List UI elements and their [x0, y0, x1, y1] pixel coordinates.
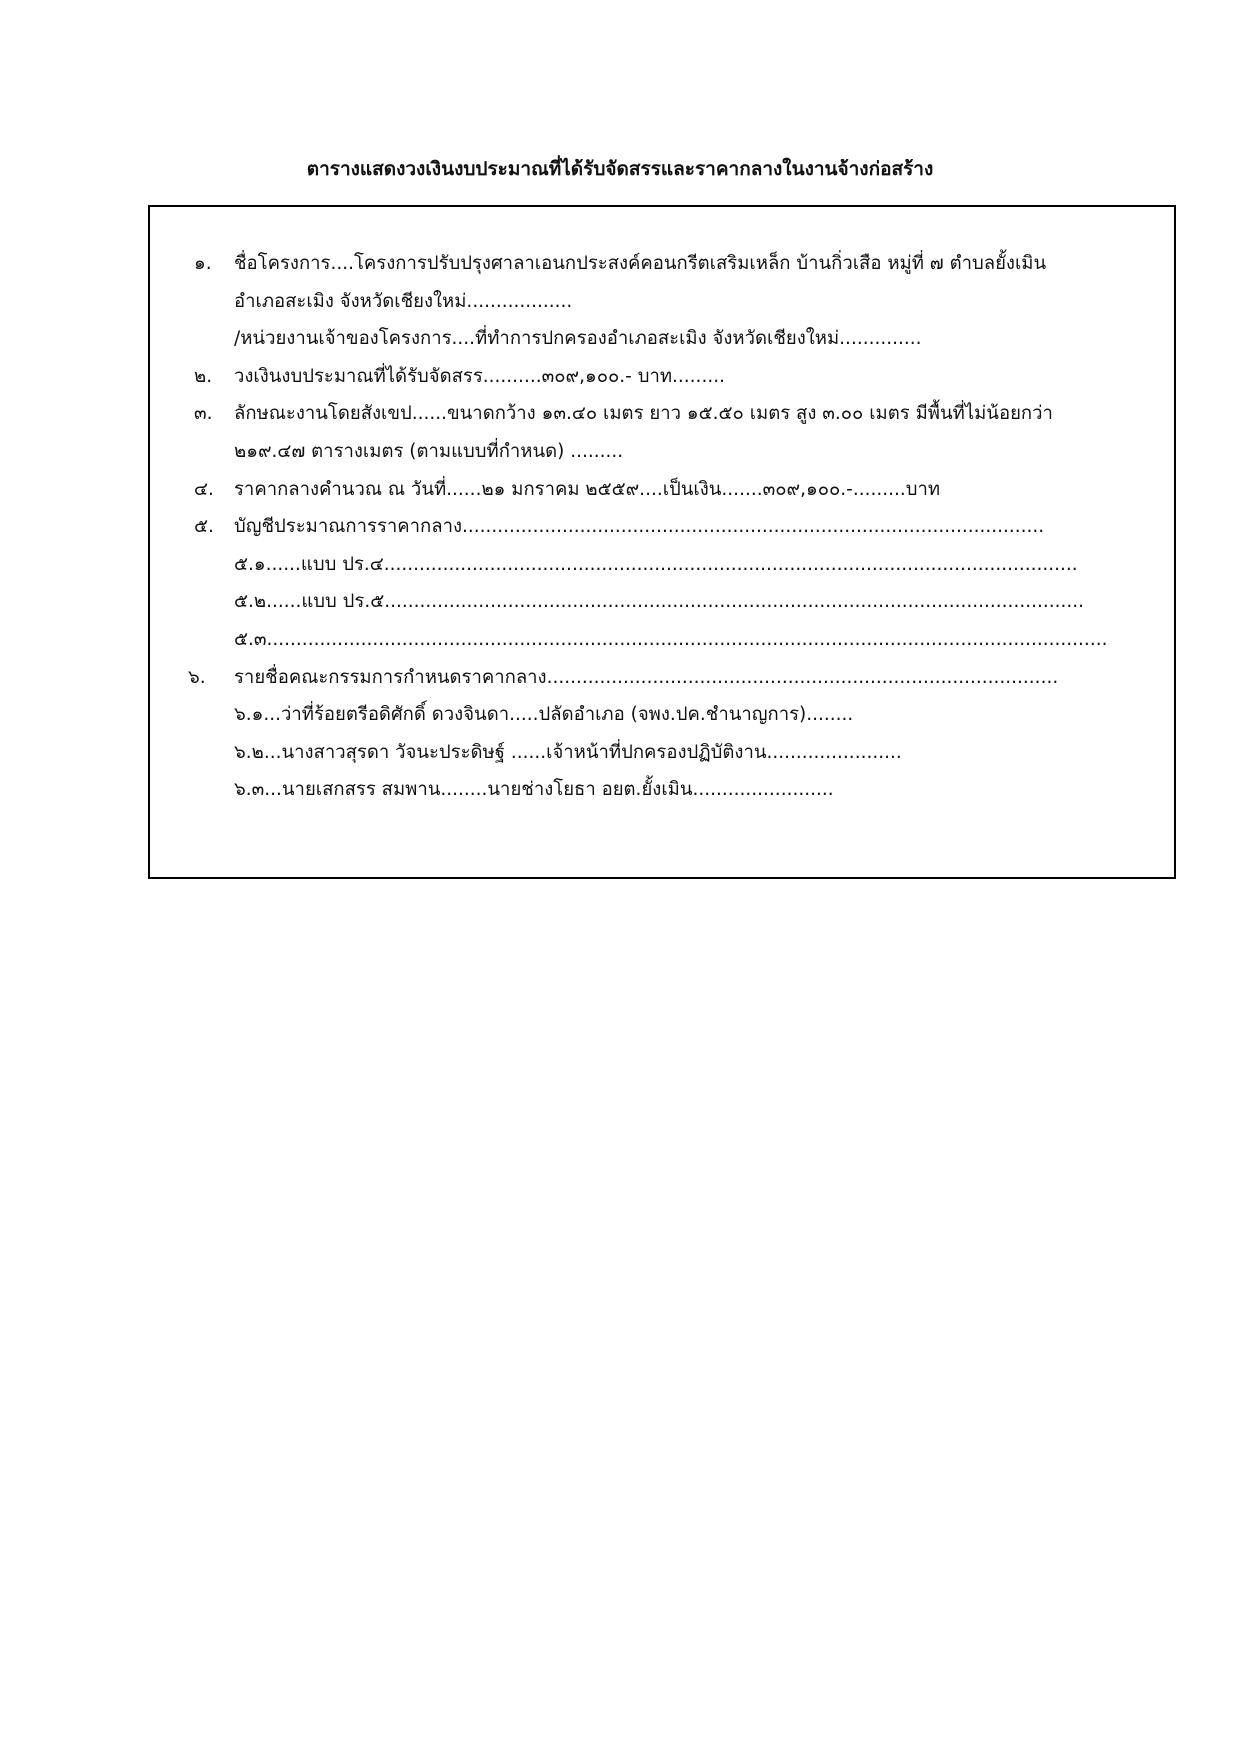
- sub-item: [0, 621, 1240, 659]
- list-item: [0, 395, 1240, 433]
- item-text: รายชื่อคณะกรรมการกำหนดราคากลาง.......................................................................................: [234, 666, 1059, 688]
- item-text: ๖.๑...ว่าที่ร้อยตรีอดิศักดิ์ ดวงจินดา.....ปลัดอำเภอ (จพง.ปค.ชำนาญการ)........: [234, 704, 854, 726]
- document-title: ตารางแสดงวงเงินงบประมาณที่ได้รับจัดสรรและราคากลางในงานจ้างก่อสร้าง: [306, 158, 934, 180]
- item-text: บัญชีประมาณการราคากลาง...................................................................................................: [234, 516, 1045, 538]
- item-number: ๑.: [194, 253, 212, 274]
- list-item: [0, 471, 1240, 509]
- sub-item: [0, 696, 1240, 734]
- item-text: ๖.๒...นางสาวสุรดา วัจนะประดิษฐ์ ......เจ้าหน้าที่ปกครองปฏิบัติงาน.......................: [234, 741, 902, 763]
- item-text: วงเงินงบประมาณที่ได้รับจัดสรร..........๓๐๙,๑๐๐.- บาท.........: [234, 365, 725, 387]
- sub-item: [0, 583, 1240, 621]
- item-text: ๕.๒......แบบ ปร.๕.......................................................................................................................: [234, 591, 1085, 613]
- sub-item: [0, 546, 1240, 584]
- item-text: ลักษณะงานโดยสังเขป......ขนาดกว้าง ๑๓.๔๐ เมตร ยาว ๑๕.๕๐ เมตร สูง ๓.๐๐ เมตร มีพื้นที่ไม่น้อยกว่า: [234, 403, 1053, 425]
- item-number: ๔.: [194, 478, 214, 500]
- item-list: [0, 245, 1240, 809]
- item-text: /หน่วยงานเจ้าของโครงการ....ที่ทำการปกครองอำเภอสะเมิง จังหวัดเชียงใหม่..............: [234, 328, 922, 350]
- list-item-continuation: [0, 320, 1240, 358]
- item-number: ๖.: [188, 666, 206, 688]
- sub-item: [0, 734, 1240, 772]
- item-number: ๕.: [194, 516, 214, 538]
- item-text: ๕.๓...............................................................................................................................................: [234, 628, 1108, 650]
- item-number: ๒.: [194, 365, 213, 387]
- item-text: ราคากลางคำนวณ ณ วันที่......๒๑ มกราคม ๒๕๕๙....เป็นเงิน.......๓๐๙,๑๐๐.-.........บาท: [234, 478, 941, 500]
- list-item-continuation: [0, 433, 1240, 471]
- item-text: ๕.๑......แบบ ปร.๔......................................................................................................................: [234, 553, 1078, 575]
- list-item: [0, 508, 1240, 546]
- list-item: [0, 659, 1240, 697]
- list-item: [0, 358, 1240, 396]
- list-item-continuation: [0, 283, 1240, 321]
- item-number: ๓.: [194, 403, 213, 425]
- item-text: ชื่อโครงการ....โครงการปรับปรุงศาลาเอนกประสงค์คอนกรีตเสริมเหล็ก บ้านกิ่วเสือ หมู่ที่ ๗ ตำบลยั้งเมิน: [234, 253, 1047, 274]
- item-text: ๒๑๙.๔๗ ตารางเมตร (ตามแบบที่กำหนด) .........: [234, 440, 624, 462]
- list-item: [0, 245, 1240, 283]
- sub-item: [0, 771, 1240, 809]
- item-text: ๖.๓...นายเสกสรร สมพาน........นายช่างโยธา อยต.ยั้งเมิน........................: [234, 779, 834, 801]
- item-text: อำเภอสะเมิง จังหวัดเชียงใหม่..................: [234, 290, 573, 312]
